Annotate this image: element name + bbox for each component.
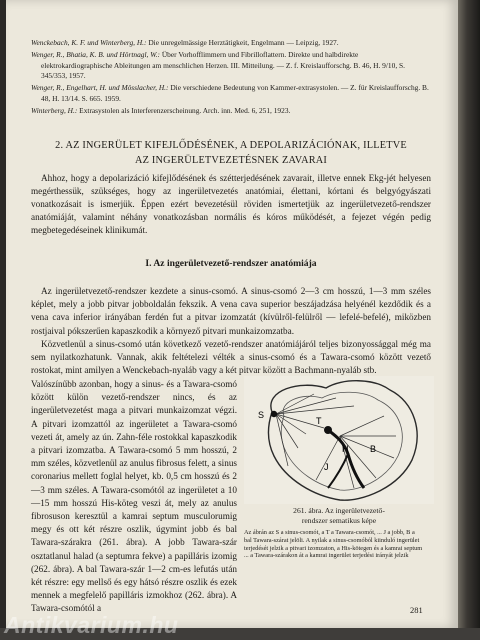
reference-item: Wenckebach, K. F. und Winterberg, H.: Die unregelmässige Herztätigkeit, Engelmann — Leipzig, 1927.	[31, 38, 339, 47]
body-paragraphs	[31, 285, 431, 338]
book-spine-shadow	[458, 0, 480, 640]
body-paragraph-2	[31, 338, 431, 378]
tawara-node	[324, 426, 332, 434]
reference-item: Wenger, R., Engelhart, H. und Mösslacher, H.: Die verschiedene Bedeutung von Kammer-extrasystolen. — Z. für Kreislaufforschg. B. 48, H. 13/14. S. 665. 1959.	[31, 83, 429, 103]
reference-item: Wenger, R., Bhatia, K. B. und Hörtnagl, W.: Über Vorhofflimmern und Fibrilloflattern. Direkte und halbdirekte elektrokardiographische Ableitungen am menschlichen Herzen. III. Mitteilung. — Z. f. Kreislaufforschg. B. 46, H. 9/10, S. 345/353, 1957.	[31, 50, 405, 81]
figure-note: Az ábrán az S a sinus-csomót, a T a Tawara-csomót, ... J a jobb, B a bal Tawara-szárat jelöli. A nyilak a sinus-csomóból kiinduló ingerület terjedését jelzik a pitvari izomzaton, a His-kötegen és a kamrai septum ... a Tawara-szárakon át a kamrai ingerület terjedési irányát jelzik	[244, 529, 423, 560]
label-jobb: J	[324, 462, 329, 472]
page-number: 281	[410, 605, 423, 615]
watermark-logo: Antikvarium.hu	[4, 612, 179, 638]
label-his: H	[342, 444, 349, 454]
reference-list	[31, 38, 431, 118]
intro-paragraph: Ahhoz, hogy a depolarizáció kifejlődésének és szétterjedésének zavarait, illetve ennek Ekg-jét helyesen megérthessük, szükséges, hogy az ingerületvezetés anatómiai, élettani, kórtani és belgyógyászati vonatkozásait is ismerjük. Éppen ezért bevezetésül röviden ismertetjük az ingerületvezető-rendszer anatómiáját, valamint néhány vonatkozásban normális és kóros működését, a fejezet végén pedig megbetegedéseinek klinikumát.	[31, 173, 431, 236]
label-tawara: T	[316, 416, 322, 426]
paragraph: Közvetlenül a sinus-csomó után következő vezető-rendszer anatómiájáról teljes bizonyossággal még ma sem nyilatkozhatunk. Vannak, akik feltételezi vélték a sinus-csomó és a Tawara-csomó között vezető rostokat, mint amilyen a Wenckebach-nyaláb vagy a két pitvar között a Bachmann-nyaláb stb.	[31, 339, 431, 376]
sinus-node	[271, 411, 277, 417]
label-sinus: S	[258, 410, 265, 420]
subsection-title: I. Az ingerületvezető-rendszer anatómiája	[145, 258, 317, 269]
figure-caption: 261. ábra. Az ingerületvezető- rendszer sematikus képe	[293, 506, 385, 525]
book-page	[6, 0, 458, 628]
paragraph: Az ingerületvezető-rendszer kezdete a sinus-csomó. A sinus-csomó 2—3 cm hosszú, 1—3 mm széles képlet, mely a jobb pitvar jobboldalán fekszik. A vena cava superior beszájadzása helyénél kezdődik és a vena cava inferior irányában ferdén fut a pitvar izomzatát (kívülről-felülről — lefelé-befelé), miközben rostjaival pókszerűen kapaszkodik a környező pitvari munkaizomzatba.	[31, 286, 431, 336]
label-bachmann: B	[370, 444, 377, 454]
reference-item: Winterberg, H.: Extrasystolen als Interferenzerscheinung. Arch. inn. Med. 6, 251, 1923.	[31, 106, 291, 116]
conduction-system-figure	[244, 376, 434, 504]
wrapped-text-column: Valószínűbb azonban, hogy a sinus- és a Tawara-csomó között külön vezető-rendszer nincs, és az ingerületvezetést maga a pitvari munkaizomzat végzi. A pitvari izomzattól az ingerületet a Tawara-csomó vezeti át, amely az ún. Zahn-féle rostokkal kapaszkodik a pitvari izomzatba. A Tawara-csomó 5 mm hosszú, 2 mm széles, közvetlenül az anulus fibrosus felett, a sinus coronarius mellett foglal helyet, kb. 0,5 cm hosszú és 2—3 mm széles. A Tawara-csomótól az ingerületet a 10—15 mm hosszú His-köteg veszi át, mely az anulus fibrosuson keresztül a kamrai septum musculorumig megy és ott két részre oszlik, úgymint jobb és bal Tawara-szárakra (261. ábra). A jobb Tawara-szár osztatlanul halad (a septumra fekve) a papilláris izomig (262. ábra). A bal Tawara-szár 1—2 cm-es lefutás után két részre: egy mellső és egy hátsó részre oszlik és ezek mennek a megfelelő papilláris izmokhoz (262. ábra). A Tawara-csomótól a	[31, 379, 237, 614]
section-title: 2. AZ INGERÜLET KIFEJLŐDÉSÉNEK, A DEPOLARIZÁCIÓNAK, ILLETVE AZ INGERÜLETVEZETÉSNEK ZAVARAI	[55, 140, 407, 166]
